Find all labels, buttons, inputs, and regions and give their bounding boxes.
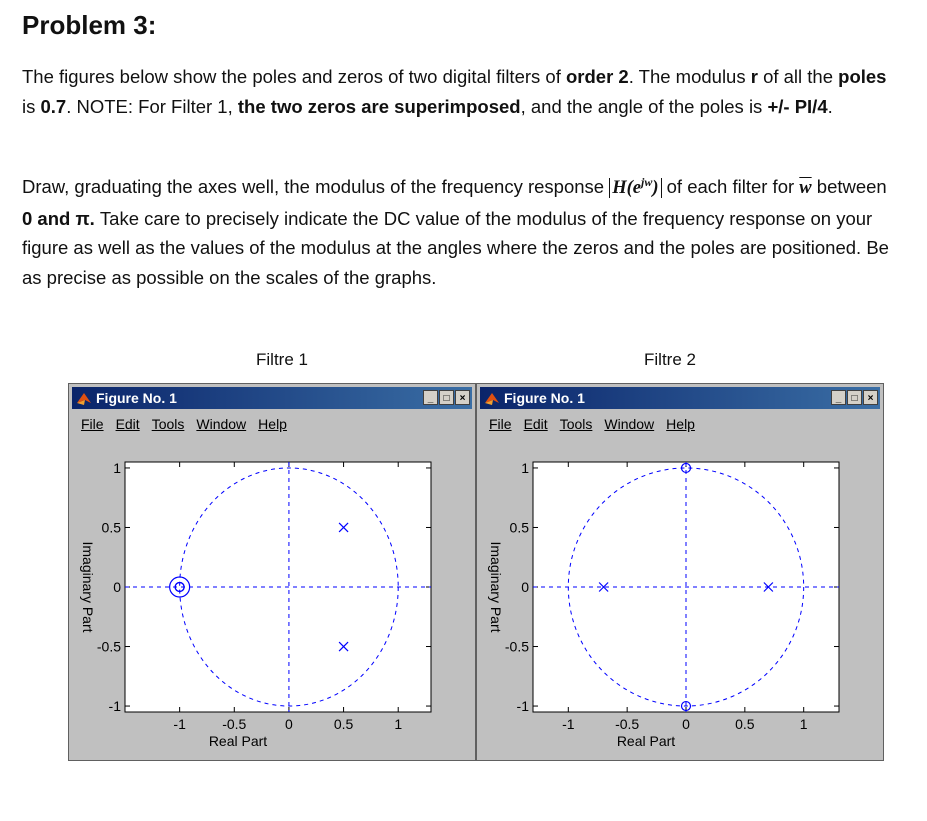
y-axis-label: Imaginary Part — [80, 541, 96, 633]
x-tick-label: -0.5 — [222, 716, 247, 732]
minimize-button[interactable]: _ — [423, 390, 438, 405]
close-button[interactable]: × — [455, 390, 470, 405]
matlab-icon — [484, 391, 500, 407]
y-tick-label: 0.5 — [101, 519, 121, 536]
x-tick-label: 1 — [394, 716, 403, 732]
frequency-response-formula: $H(e^{jw})$ — [609, 178, 661, 198]
y-tick-label: -0.5 — [96, 638, 121, 655]
x-tick-label: -0.5 — [615, 716, 640, 732]
x-axis-label: Real Part — [616, 733, 676, 749]
task-paragraph: Draw, graduating the axes well, the modulus of the frequency response $H(e^{jw})$ of each filter for $\overline{w}$ between 0 and π. Take care to precisely indicate the DC value of the modulus of the frequency response on your figure as well as the values of the modulus at the angles where the zeros and the poles are positioned. Be as precise as possible on the scales of the graphs. — [22, 175, 889, 288]
pole-zero-plot-filter-1 — [69, 434, 476, 761]
y-axis-label: Imaginary Part — [488, 541, 504, 633]
y-tick-label: 1 — [113, 459, 121, 476]
menu-tools[interactable]: Tools — [151, 416, 185, 432]
x-tick-label: 1 — [799, 716, 808, 732]
y-tick-label: -1 — [516, 698, 529, 715]
y-tick-label: 0 — [113, 579, 121, 595]
menu-bar — [489, 416, 707, 432]
menu-edit[interactable]: Edit — [115, 416, 140, 432]
maximize-button[interactable]: □ — [439, 390, 454, 405]
intro-paragraph: The figures below show the poles and zeros of two digital filters of order 2. The modulus r of all the poles is 0.7. NOTE: For Filter 1, the two zeros are superimposed, and the angle of the poles is +/- PI/4. — [22, 66, 887, 117]
x-tick-label: -1 — [173, 716, 186, 732]
x-tick-label: 0.5 — [333, 716, 354, 732]
window-titlebar[interactable] — [72, 387, 472, 409]
menu-bar — [81, 416, 299, 432]
matlab-icon — [76, 391, 92, 407]
problem-title: Problem 3: — [22, 10, 157, 40]
filter-2-caption: Filtre 2 — [644, 350, 696, 369]
figure-window-filter-1 — [68, 383, 476, 761]
close-button[interactable]: × — [863, 390, 878, 405]
maximize-button[interactable]: □ — [847, 390, 862, 405]
y-tick-label: 0 — [521, 579, 529, 595]
minimize-button[interactable]: _ — [831, 390, 846, 405]
window-title: Figure No. 1 — [504, 390, 585, 406]
y-tick-label: -0.5 — [504, 638, 529, 655]
figure-window-filter-2 — [476, 383, 884, 761]
menu-window[interactable]: Window — [196, 416, 247, 432]
window-title: Figure No. 1 — [96, 390, 177, 406]
filter-1-caption: Filtre 1 — [256, 350, 308, 369]
menu-help[interactable]: Help — [258, 416, 287, 432]
y-tick-label: 1 — [521, 459, 529, 476]
y-tick-label: -1 — [108, 698, 121, 715]
pole-zero-plot-filter-2 — [477, 434, 884, 761]
menu-edit[interactable]: Edit — [523, 416, 548, 432]
x-tick-label: 0.5 — [735, 716, 755, 732]
menu-file[interactable]: File — [81, 416, 104, 432]
x-tick-label: 0 — [285, 716, 293, 732]
x-tick-label: -1 — [562, 716, 575, 732]
menu-file[interactable]: File — [489, 416, 512, 432]
y-tick-label: 0.5 — [509, 519, 529, 536]
menu-window[interactable]: Window — [604, 416, 655, 432]
x-tick-label: 0 — [682, 716, 690, 732]
menu-help[interactable]: Help — [666, 416, 695, 432]
x-axis-label: Real Part — [208, 733, 268, 749]
window-titlebar[interactable] — [480, 387, 880, 409]
menu-tools[interactable]: Tools — [559, 416, 593, 432]
